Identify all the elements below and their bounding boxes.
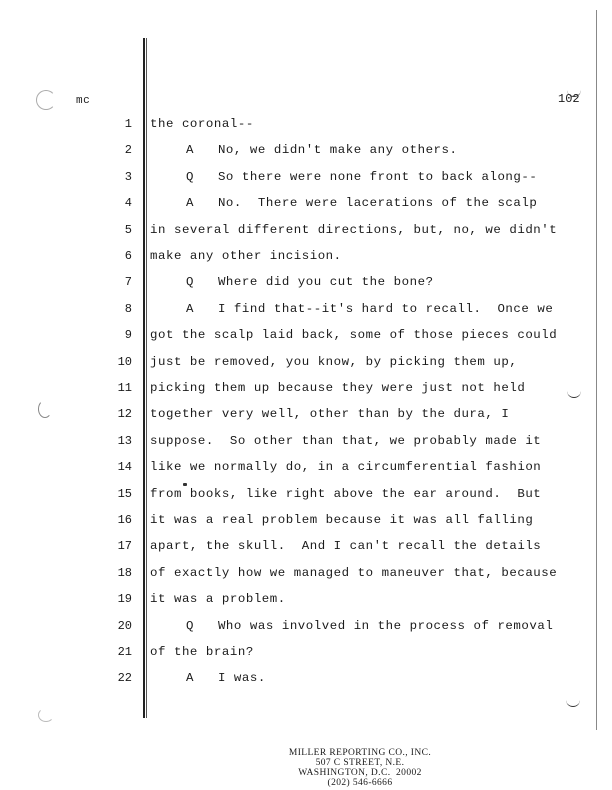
line-text: it was a problem. <box>150 592 286 607</box>
ink-mark <box>183 483 187 486</box>
transcript-line <box>0 619 600 639</box>
line-text: just be removed, you know, by picking them up, <box>150 354 518 369</box>
line-text: Q Where did you cut the bone? <box>186 275 434 290</box>
line-text: A I was. <box>186 671 266 686</box>
line-text: picking them up because they were just not held <box>150 381 526 395</box>
transcript-line <box>0 407 600 427</box>
binder-hole-mark <box>36 90 56 110</box>
transcript-line <box>0 434 600 454</box>
transcript-line <box>0 566 600 586</box>
line-number: 4 <box>124 196 132 211</box>
line-text: from books, like right above the ear around. But <box>150 486 542 501</box>
line-number: 17 <box>117 539 132 554</box>
line-number: 13 <box>117 433 132 448</box>
transcript-line <box>0 328 600 348</box>
transcript-line <box>0 460 600 480</box>
line-text: of exactly how we managed to maneuver that, because <box>150 565 558 580</box>
transcript-line <box>0 592 600 612</box>
transcript-line <box>0 487 600 507</box>
line-text: make any other incision. <box>150 249 342 263</box>
line-text: of the brain? <box>150 645 254 659</box>
transcript-line <box>0 671 600 691</box>
page-number: 102 <box>558 92 580 106</box>
line-number: 11 <box>117 381 132 395</box>
transcript-line <box>0 117 600 137</box>
line-number: 2 <box>124 143 132 158</box>
line-text: in several different directions, but, no, we didn't <box>150 222 558 237</box>
transcript-line <box>0 355 600 375</box>
footer-company: MILLER REPORTING CO., INC. <box>288 748 432 758</box>
line-number: 16 <box>117 513 132 527</box>
line-text: Q Who was involved in the process of removal <box>186 618 554 633</box>
transcript-line <box>0 170 600 190</box>
line-number: 10 <box>117 354 132 369</box>
transcript-line <box>0 302 600 322</box>
line-text: apart, the skull. And I can't recall the details <box>150 539 542 554</box>
transcript-line <box>0 381 600 401</box>
margin-check-mark <box>566 698 580 707</box>
line-number: 6 <box>124 249 132 263</box>
footer-street: 507 C STREET, N.E. <box>315 758 405 768</box>
line-text: got the scalp laid back, some of those pieces could <box>150 328 558 343</box>
binder-hole-mark <box>38 708 54 722</box>
reporter-footer <box>230 748 490 788</box>
footer-phone: (202) 546-6666 <box>327 778 393 788</box>
line-text: the coronal-- <box>150 117 254 131</box>
line-number: 9 <box>124 328 132 343</box>
line-number: 21 <box>117 645 132 659</box>
transcript-line <box>0 275 600 295</box>
reporter-initials: mc <box>76 95 91 107</box>
line-text: suppose. So other than that, we probably made it <box>150 433 542 448</box>
footer-city: WASHINGTON, D.C. 20002 <box>298 768 422 778</box>
line-number: 20 <box>117 618 132 633</box>
line-text: A I find that--it's hard to recall. Once we <box>186 301 554 316</box>
left-margin-rule-inner <box>146 38 147 718</box>
transcript-line <box>0 196 600 216</box>
line-text: A No, we didn't make any others. <box>186 143 458 158</box>
transcript-line <box>0 513 600 533</box>
line-number: 1 <box>124 117 132 131</box>
line-number: 8 <box>124 301 132 316</box>
line-text: it was a real problem because it was all falling <box>150 513 534 527</box>
line-text: A No. There were lacerations of the scalp <box>186 196 538 211</box>
left-margin-rule <box>143 38 145 718</box>
line-number: 12 <box>117 407 132 422</box>
line-number: 15 <box>117 486 132 501</box>
line-number: 18 <box>117 565 132 580</box>
line-text: like we normally do, in a circumferential fashion <box>150 460 542 475</box>
transcript-line <box>0 645 600 665</box>
line-number: 19 <box>117 592 132 607</box>
transcript-line <box>0 249 600 269</box>
transcript-line <box>0 539 600 559</box>
line-text: Q So there were none front to back along-- <box>186 169 538 184</box>
line-text: together very well, other than by the dura, I <box>150 407 510 422</box>
transcript-line <box>0 223 600 243</box>
line-number: 5 <box>124 222 132 237</box>
transcript-line <box>0 143 600 163</box>
line-number: 14 <box>117 460 132 475</box>
line-number: 3 <box>124 169 132 184</box>
line-number: 22 <box>117 671 132 686</box>
line-number: 7 <box>124 275 132 290</box>
